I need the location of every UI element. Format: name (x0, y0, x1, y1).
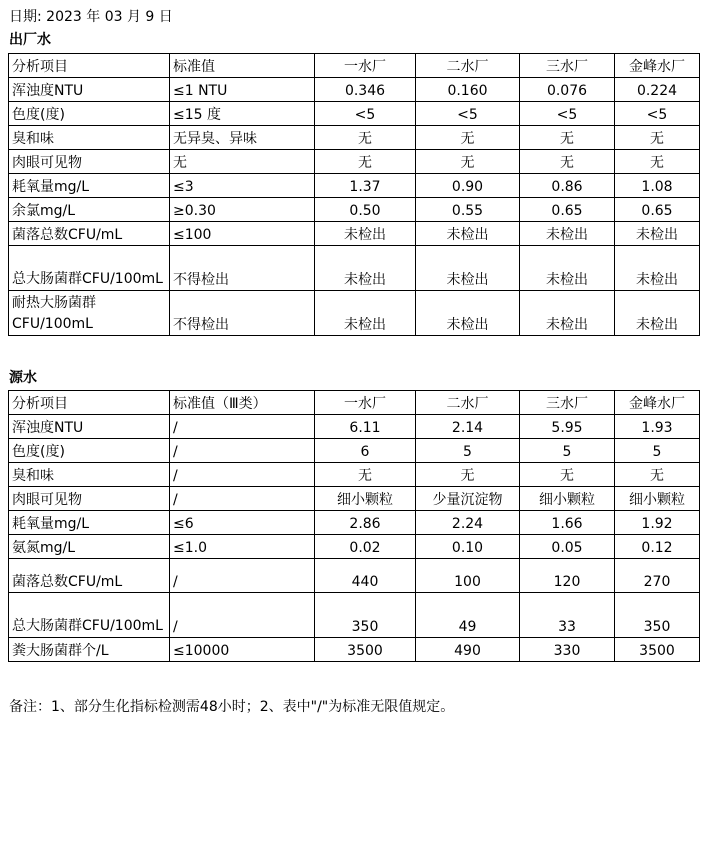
header-cell-standard: 标准值 (170, 54, 315, 78)
table-row (9, 638, 700, 662)
header-cell-plant-2: 二水厂 (416, 54, 520, 78)
item-cell: 总大肠菌群CFU/100mL (9, 246, 170, 291)
value-cell: 未检出 (615, 291, 700, 336)
header-cell-plant-4: 金峰水厂 (615, 54, 700, 78)
value-cell: 1.66 (520, 511, 615, 535)
standard-cell: 不得检出 (170, 291, 315, 336)
table-row (9, 291, 700, 336)
table-row (9, 487, 700, 511)
item-cell: 色度(度) (9, 439, 170, 463)
value-cell: 未检出 (520, 291, 615, 336)
table-row (9, 511, 700, 535)
value-cell: 0.12 (615, 535, 700, 559)
header-cell-plant-1: 一水厂 (315, 54, 416, 78)
value-cell: 490 (416, 638, 520, 662)
value-cell: 33 (520, 593, 615, 638)
value-cell: 2.14 (416, 415, 520, 439)
value-cell: 无 (416, 150, 520, 174)
item-cell: 耐热大肠菌群CFU/100mL (9, 291, 170, 336)
standard-cell: / (170, 415, 315, 439)
standard-cell: ≤6 (170, 511, 315, 535)
table-row (9, 439, 700, 463)
header-cell-standard: 标准值（Ⅲ类） (170, 391, 315, 415)
table-header-row (9, 54, 700, 78)
standard-cell: ≤3 (170, 174, 315, 198)
item-cell: 浑浊度NTU (9, 78, 170, 102)
header-cell-plant-3: 三水厂 (520, 391, 615, 415)
value-cell: 3500 (615, 638, 700, 662)
value-cell: <5 (615, 102, 700, 126)
table-row (9, 535, 700, 559)
standard-cell: ≤15 度 (170, 102, 315, 126)
item-cell: 粪大肠菌群个/L (9, 638, 170, 662)
value-cell: 0.10 (416, 535, 520, 559)
standard-cell: ≤10000 (170, 638, 315, 662)
value-cell: 2.24 (416, 511, 520, 535)
value-cell: 350 (615, 593, 700, 638)
standard-cell: / (170, 487, 315, 511)
value-cell: 0.05 (520, 535, 615, 559)
item-cell: 总大肠菌群CFU/100mL (9, 593, 170, 638)
table-row (9, 150, 700, 174)
value-cell: 无 (520, 126, 615, 150)
header-cell-plant-1: 一水厂 (315, 391, 416, 415)
value-cell: 未检出 (315, 291, 416, 336)
header-cell-plant-3: 三水厂 (520, 54, 615, 78)
standard-cell: / (170, 463, 315, 487)
table-row (9, 559, 700, 593)
item-cell: 菌落总数CFU/mL (9, 222, 170, 246)
table-row (9, 463, 700, 487)
value-cell: 1.37 (315, 174, 416, 198)
value-cell: 未检出 (416, 246, 520, 291)
standard-cell: / (170, 439, 315, 463)
item-cell: 菌落总数CFU/mL (9, 559, 170, 593)
header-cell-plant-2: 二水厂 (416, 391, 520, 415)
value-cell: 0.55 (416, 198, 520, 222)
value-cell: 无 (416, 126, 520, 150)
value-cell: 无 (315, 126, 416, 150)
value-cell: 49 (416, 593, 520, 638)
standard-cell: / (170, 593, 315, 638)
value-cell: 3500 (315, 638, 416, 662)
value-cell: 1.93 (615, 415, 700, 439)
value-cell: 未检出 (416, 291, 520, 336)
value-cell: 无 (315, 463, 416, 487)
value-cell: 330 (520, 638, 615, 662)
item-cell: 臭和味 (9, 463, 170, 487)
value-cell: 350 (315, 593, 416, 638)
value-cell: 6 (315, 439, 416, 463)
table-row (9, 198, 700, 222)
value-cell: 440 (315, 559, 416, 593)
standard-cell: 无异臭、异味 (170, 126, 315, 150)
outlet-water-title: 出厂水 (9, 32, 51, 48)
value-cell: 少量沉淀物 (416, 487, 520, 511)
item-cell: 臭和味 (9, 126, 170, 150)
table-row (9, 593, 700, 638)
standard-cell: ≤100 (170, 222, 315, 246)
value-cell: 无 (520, 463, 615, 487)
value-cell: 2.86 (315, 511, 416, 535)
value-cell: 6.11 (315, 415, 416, 439)
value-cell: 0.224 (615, 78, 700, 102)
source-water-title: 源水 (9, 370, 37, 386)
value-cell: 5 (520, 439, 615, 463)
value-cell: <5 (315, 102, 416, 126)
value-cell: 0.86 (520, 174, 615, 198)
value-cell: 1.08 (615, 174, 700, 198)
value-cell: 5.95 (520, 415, 615, 439)
value-cell: 未检出 (520, 222, 615, 246)
table-row (9, 222, 700, 246)
item-cell: 色度(度) (9, 102, 170, 126)
value-cell: 120 (520, 559, 615, 593)
standard-cell: ≤1.0 (170, 535, 315, 559)
standard-cell: / (170, 559, 315, 593)
value-cell: 未检出 (315, 222, 416, 246)
value-cell: 0.02 (315, 535, 416, 559)
value-cell: 5 (615, 439, 700, 463)
value-cell: 无 (315, 150, 416, 174)
value-cell: 100 (416, 559, 520, 593)
value-cell: 未检出 (520, 246, 615, 291)
value-cell: 0.65 (520, 198, 615, 222)
value-cell: 细小颗粒 (315, 487, 416, 511)
outlet-water-table (8, 53, 700, 336)
value-cell: 无 (416, 463, 520, 487)
standard-cell: 无 (170, 150, 315, 174)
report-date: 日期: 2023 年 03 月 9 日 (9, 9, 173, 25)
value-cell: 无 (520, 150, 615, 174)
value-cell: 0.160 (416, 78, 520, 102)
value-cell: 0.076 (520, 78, 615, 102)
value-cell: 无 (615, 126, 700, 150)
value-cell: 未检出 (615, 246, 700, 291)
table-row (9, 126, 700, 150)
value-cell: 细小颗粒 (520, 487, 615, 511)
value-cell: <5 (416, 102, 520, 126)
item-cell: 氨氮mg/L (9, 535, 170, 559)
source-water-table (8, 390, 700, 662)
header-cell-plant-4: 金峰水厂 (615, 391, 700, 415)
header-cell-item: 分析项目 (9, 391, 170, 415)
table-row (9, 415, 700, 439)
value-cell: 无 (615, 463, 700, 487)
value-cell: 未检出 (416, 222, 520, 246)
item-cell: 肉眼可见物 (9, 487, 170, 511)
value-cell: 1.92 (615, 511, 700, 535)
standard-cell: ≥0.30 (170, 198, 315, 222)
item-cell: 浑浊度NTU (9, 415, 170, 439)
header-cell-item: 分析项目 (9, 54, 170, 78)
table-row (9, 174, 700, 198)
standard-cell: ≤1 NTU (170, 78, 315, 102)
value-cell: <5 (520, 102, 615, 126)
value-cell: 细小颗粒 (615, 487, 700, 511)
item-cell: 耗氧量mg/L (9, 174, 170, 198)
value-cell: 0.65 (615, 198, 700, 222)
table-row (9, 78, 700, 102)
item-cell: 肉眼可见物 (9, 150, 170, 174)
value-cell: 270 (615, 559, 700, 593)
item-cell: 余氯mg/L (9, 198, 170, 222)
standard-cell: 不得检出 (170, 246, 315, 291)
value-cell: 0.90 (416, 174, 520, 198)
value-cell: 无 (615, 150, 700, 174)
table-row (9, 246, 700, 291)
footnote: 备注：1、部分生化指标检测需48小时；2、表中"/"为标准无限值规定。 (9, 699, 455, 715)
table-header-row (9, 391, 700, 415)
value-cell: 未检出 (615, 222, 700, 246)
value-cell: 0.50 (315, 198, 416, 222)
item-cell: 耗氧量mg/L (9, 511, 170, 535)
value-cell: 5 (416, 439, 520, 463)
value-cell: 0.346 (315, 78, 416, 102)
value-cell: 未检出 (315, 246, 416, 291)
table-row (9, 102, 700, 126)
